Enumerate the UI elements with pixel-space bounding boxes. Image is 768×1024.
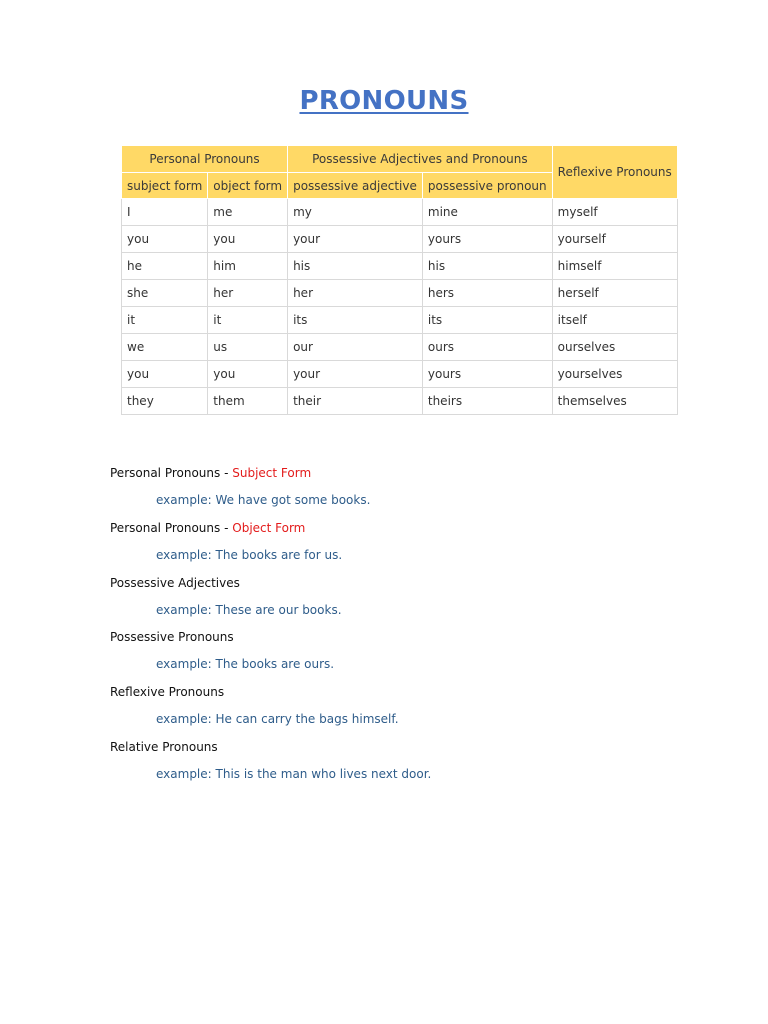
definition-heading	[110, 740, 218, 754]
table-row	[122, 226, 678, 253]
form-highlight: Subject Form	[232, 466, 312, 480]
cell-reflexive-pronoun: ourselves	[552, 334, 677, 361]
cell-object-form: you	[208, 226, 288, 253]
definition-item	[110, 466, 710, 521]
definition-heading	[110, 576, 240, 590]
cell-subject-form: you	[122, 226, 208, 253]
pronoun-type-label: Possessive Pronouns	[110, 630, 234, 645]
pronouns-table	[121, 145, 678, 415]
example-sentence: example: The books are for us.	[156, 547, 343, 562]
page-title: PRONOUNS	[299, 86, 469, 116]
cell-possessive-pronoun: ours	[422, 334, 552, 361]
cell-possessive-pronoun: mine	[422, 199, 552, 226]
cell-possessive-pronoun: yours	[422, 361, 552, 388]
cell-reflexive-pronoun: yourself	[552, 226, 677, 253]
cell-possessive-pronoun: hers	[422, 280, 552, 307]
cell-possessive-adjective: her	[288, 280, 423, 307]
pronoun-type-label: Possessive Adjectives	[110, 575, 240, 590]
cell-object-form: her	[208, 280, 288, 307]
cell-reflexive-pronoun: yourselves	[552, 361, 677, 388]
cell-subject-form: he	[122, 253, 208, 280]
label-separator: -	[220, 466, 233, 480]
definitions-list	[110, 466, 710, 795]
cell-subject-form: they	[122, 388, 208, 415]
pronoun-type-label: Reflexive Pronouns	[110, 685, 225, 700]
example-sentence: example: He can carry the bags himself.	[156, 712, 399, 727]
cell-possessive-pronoun: yours	[422, 226, 552, 253]
definition-item	[110, 521, 710, 576]
definition-item	[110, 740, 710, 795]
cell-possessive-pronoun: his	[422, 253, 552, 280]
cell-object-form: them	[208, 388, 288, 415]
header-reflexive-pronouns: Reflexive Pronouns	[552, 146, 677, 199]
cell-possessive-adjective: your	[288, 361, 423, 388]
definition-item	[110, 685, 710, 740]
cell-possessive-adjective: your	[288, 226, 423, 253]
table-row	[122, 334, 678, 361]
cell-subject-form: it	[122, 307, 208, 334]
cell-reflexive-pronoun: himself	[552, 253, 677, 280]
cell-possessive-adjective: my	[288, 199, 423, 226]
cell-reflexive-pronoun: herself	[552, 280, 677, 307]
cell-possessive-pronoun: its	[422, 307, 552, 334]
pronoun-type-label: Relative Pronouns	[110, 739, 218, 754]
cell-possessive-adjective: their	[288, 388, 423, 415]
cell-subject-form: I	[122, 199, 208, 226]
cell-reflexive-pronoun: themselves	[552, 388, 677, 415]
definition-item	[110, 576, 710, 631]
cell-subject-form: we	[122, 334, 208, 361]
cell-object-form: him	[208, 253, 288, 280]
cell-possessive-adjective: our	[288, 334, 423, 361]
header-possessive-pronoun: possessive pronoun	[422, 173, 552, 199]
cell-subject-form: you	[122, 361, 208, 388]
definition-heading	[110, 630, 234, 644]
example-sentence: example: We have got some books.	[156, 493, 371, 507]
definition-heading	[110, 685, 224, 699]
cell-possessive-adjective: its	[288, 307, 423, 334]
example-sentence: example: This is the man who lives next door.	[156, 766, 432, 781]
table-row	[122, 388, 678, 415]
header-possessive-adjective: possessive adjective	[288, 173, 423, 199]
table-group-header-row	[122, 146, 678, 173]
pronoun-type-label: Personal Pronouns	[110, 520, 221, 535]
example-sentence: example: The books are ours.	[156, 657, 335, 672]
cell-subject-form: she	[122, 280, 208, 307]
cell-object-form: it	[208, 307, 288, 334]
header-subject-form: subject form	[122, 173, 208, 199]
definition-item	[110, 630, 710, 685]
form-highlight: Object Form	[232, 520, 306, 535]
header-personal-pronouns: Personal Pronouns	[122, 146, 288, 173]
table-row	[122, 361, 678, 388]
definition-heading	[110, 521, 305, 535]
table-body	[122, 199, 678, 415]
cell-possessive-adjective: his	[288, 253, 423, 280]
cell-object-form: you	[208, 361, 288, 388]
label-separator: -	[220, 520, 233, 535]
cell-reflexive-pronoun: myself	[552, 199, 677, 226]
table-row	[122, 253, 678, 280]
header-possessive-adjectives-and-pronouns: Possessive Adjectives and Pronouns	[288, 146, 553, 173]
cell-reflexive-pronoun: itself	[552, 307, 677, 334]
pronoun-type-label: Personal Pronouns	[110, 466, 221, 480]
definition-heading	[110, 466, 311, 480]
cell-possessive-pronoun: theirs	[422, 388, 552, 415]
example-sentence: example: These are our books.	[156, 602, 342, 617]
header-object-form: object form	[208, 173, 288, 199]
table-row	[122, 199, 678, 226]
cell-object-form: us	[208, 334, 288, 361]
table-row	[122, 307, 678, 334]
table-row	[122, 280, 678, 307]
cell-object-form: me	[208, 199, 288, 226]
